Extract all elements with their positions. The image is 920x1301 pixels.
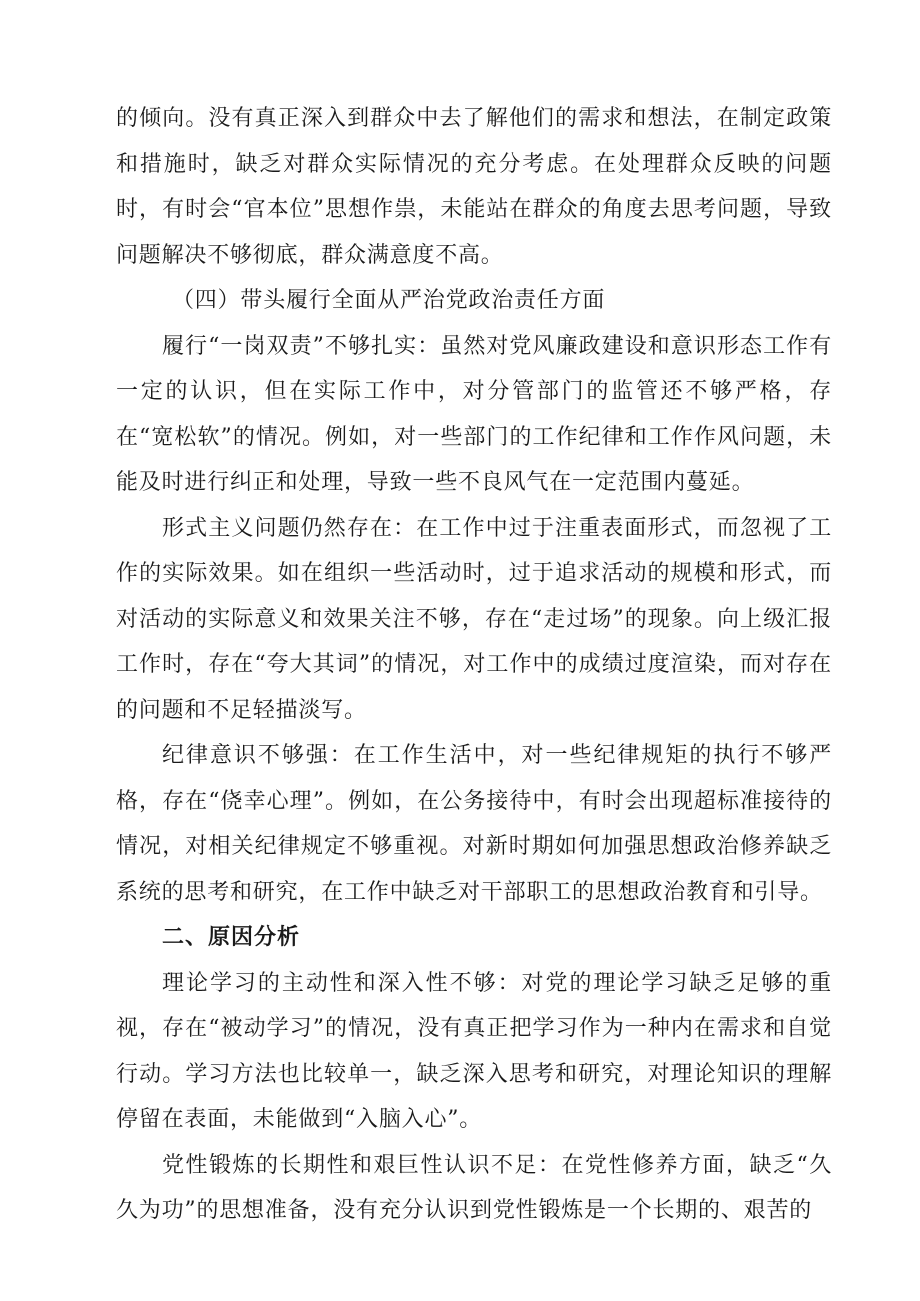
document-page: [116, 96, 832, 1234]
paragraph-party-spirit: 党性锻炼的长期性和艰巨性认识不足：在党性修养方面，缺乏“久久为功”的思想准备，没有充分认识到党性锻炼是一个长期的、艰苦的: [116, 1152, 832, 1223]
continuation-paragraph: 的倾向。没有真正深入到群众中去了解他们的需求和想法，在制定政策和措施时，缺乏对群众实际情况的充分考虑。在处理群众反映的问题时，有时会“官本位”思想作祟，未能站在群众的角度去思考问题，导致问题解决不够彻底，群众满意度不高。: [116, 106, 832, 268]
paragraph-theory-study: 理论学习的主动性和深入性不够：对党的理论学习缺乏足够的重视，存在“被动学习”的情况，没有真正把学习作为一种内在需求和自觉行动。学习方法也比较单一，缺乏深入思考和研究，对理论知识的理解停留在表面，未能做到“入脑入心”。: [116, 970, 832, 1132]
paragraph-one-post-two-duties: 履行“一岗双责”不够扎实：虽然对党风廉政建设和意识形态工作有一定的认识，但在实际工作中，对分管部门的监管还不够严格，存在“宽松软”的情况。例如，对一些部门的工作纪律和工作作风问题，未能及时进行纠正和处理，导致一些不良风气在一定范围内蔓延。: [116, 333, 832, 495]
paragraph-discipline: 纪律意识不够强：在工作生活中，对一些纪律规矩的执行不够严格，存在“侥幸心理”。例如，在公务接待中，有时会出现超标准接待的情况，对相关纪律规定不够重视。对新时期如何加强思想政治修养缺乏系统的思考和研究，在工作中缺乏对干部职工的思想政治教育和引导。: [116, 743, 832, 905]
subheading-responsibility: （四）带头履行全面从严治党政治责任方面: [172, 288, 606, 313]
section-title-cause-analysis: 二、原因分析: [162, 925, 301, 950]
paragraph-formalism: 形式主义问题仍然存在：在工作中过于注重表面形式，而忽视了工作的实际效果。如在组织一些活动时，过于追求活动的规模和形式，而对活动的实际意义和效果关注不够，存在“走过场”的现象。向上级汇报工作时，存在“夸大其词”的情况，对工作中的成绩过度渲染，而对存在的问题和不足轻描淡写。: [116, 515, 832, 723]
